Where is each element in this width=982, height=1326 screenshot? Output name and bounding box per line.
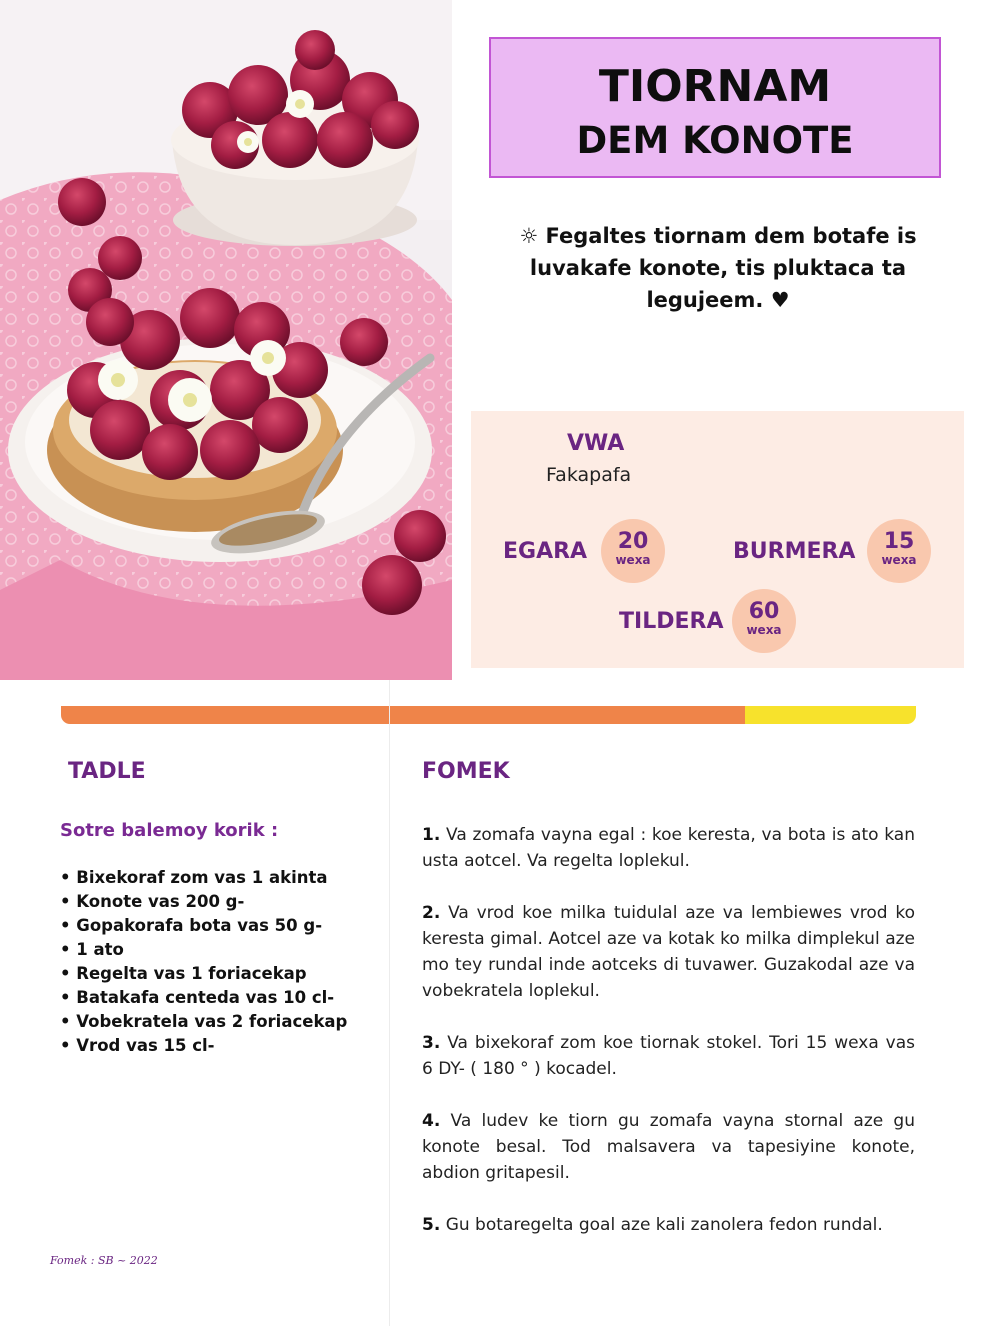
- step-item: [422, 900, 915, 1004]
- steps-list: [422, 822, 915, 1264]
- ingredients-heading: TADLE: [68, 759, 146, 784]
- column-divider: [389, 680, 390, 1326]
- recipe-title-line1: TIORNAM: [598, 61, 832, 112]
- list-item: • Regelta vas 1 foriacekap: [60, 964, 307, 983]
- step-number: 5.: [422, 1215, 441, 1235]
- divider-bar: [61, 706, 916, 724]
- total-time-unit: wexa: [746, 623, 782, 637]
- prep-time-badge: [601, 519, 665, 583]
- ingredients-list: [60, 866, 347, 1058]
- ingredients-subheading: Sotre balemoy korik :: [60, 820, 279, 841]
- footer-credit: Fomek : SB ~ 2022: [50, 1254, 158, 1267]
- list-item: • Vrod vas 15 cl-: [60, 1036, 215, 1055]
- total-time-badge: [732, 589, 796, 653]
- category-value: Fakapafa: [546, 464, 632, 486]
- step-number: 4.: [422, 1111, 441, 1131]
- tart-photo: [0, 0, 452, 680]
- step-number: 1.: [422, 825, 441, 845]
- step-text: Va bixekoraf zom koe tiornak stokel. Tori 15 wexa vas 6 DY- ( 180 ° ) kocadel.: [422, 1033, 915, 1079]
- total-time-value: 60: [748, 599, 780, 624]
- cook-time-unit: wexa: [881, 553, 917, 567]
- info-box: [471, 411, 964, 668]
- prep-time-label: EGARA: [503, 539, 588, 564]
- step-text: Gu botaregelta goal aze kali zanolera fedon rundal.: [440, 1215, 883, 1235]
- step-item: [422, 822, 915, 874]
- step-text: Va vrod koe milka tuidulal aze va lembiewes vrod ko keresta gimal. Aotcel aze va kotak ko milka dimplekul aze mo tey rundal inde aotceks di tuvawer. Guzakodal aze va vobekratela loplekul.: [422, 903, 915, 1001]
- step-item: [422, 1108, 915, 1186]
- step-text: Va ludev ke tiorn gu zomafa vayna stornal aze gu konote besal. Tod malsavera va tapesiyine konote, abdion gritapesil.: [422, 1111, 915, 1183]
- divider-bar-yellow: [745, 706, 916, 724]
- step-number: 2.: [422, 903, 441, 923]
- list-item: • Gopakorafa bota vas 50 g-: [60, 916, 323, 935]
- recipe-title-line2: DEM KONOTE: [576, 119, 854, 162]
- list-item: • Bixekoraf zom vas 1 akinta: [60, 868, 328, 887]
- steps-heading: FOMEK: [422, 759, 510, 784]
- prep-time-unit: wexa: [615, 553, 651, 567]
- list-item: • Konote vas 200 g-: [60, 892, 245, 911]
- step-text: Va zomafa vayna egal : koe keresta, va bota is ato kan usta aotcel. Va regelta loplekul.: [422, 825, 915, 871]
- divider-bar-orange: [61, 706, 745, 724]
- prep-time-value: 20: [617, 529, 649, 554]
- step-item: [422, 1212, 915, 1238]
- recipe-tagline: ☼ Fegaltes tiornam dem botafe is luvakafe konote, tis pluktaca ta legujeem. ♥: [519, 224, 917, 312]
- cook-time-value: 15: [883, 529, 915, 554]
- step-item: [422, 1030, 915, 1082]
- list-item: • 1 ato: [60, 940, 124, 959]
- total-time-label: TILDERA: [619, 609, 724, 634]
- cook-time-label: BURMERA: [733, 539, 856, 564]
- cook-time-badge: [867, 519, 931, 583]
- list-item: • Batakafa centeda vas 10 cl-: [60, 988, 335, 1007]
- list-item: • Vobekratela vas 2 foriacekap: [60, 1012, 348, 1031]
- step-number: 3.: [422, 1033, 441, 1053]
- recipe-title-box: [489, 37, 941, 178]
- category-label: VWA: [567, 431, 625, 456]
